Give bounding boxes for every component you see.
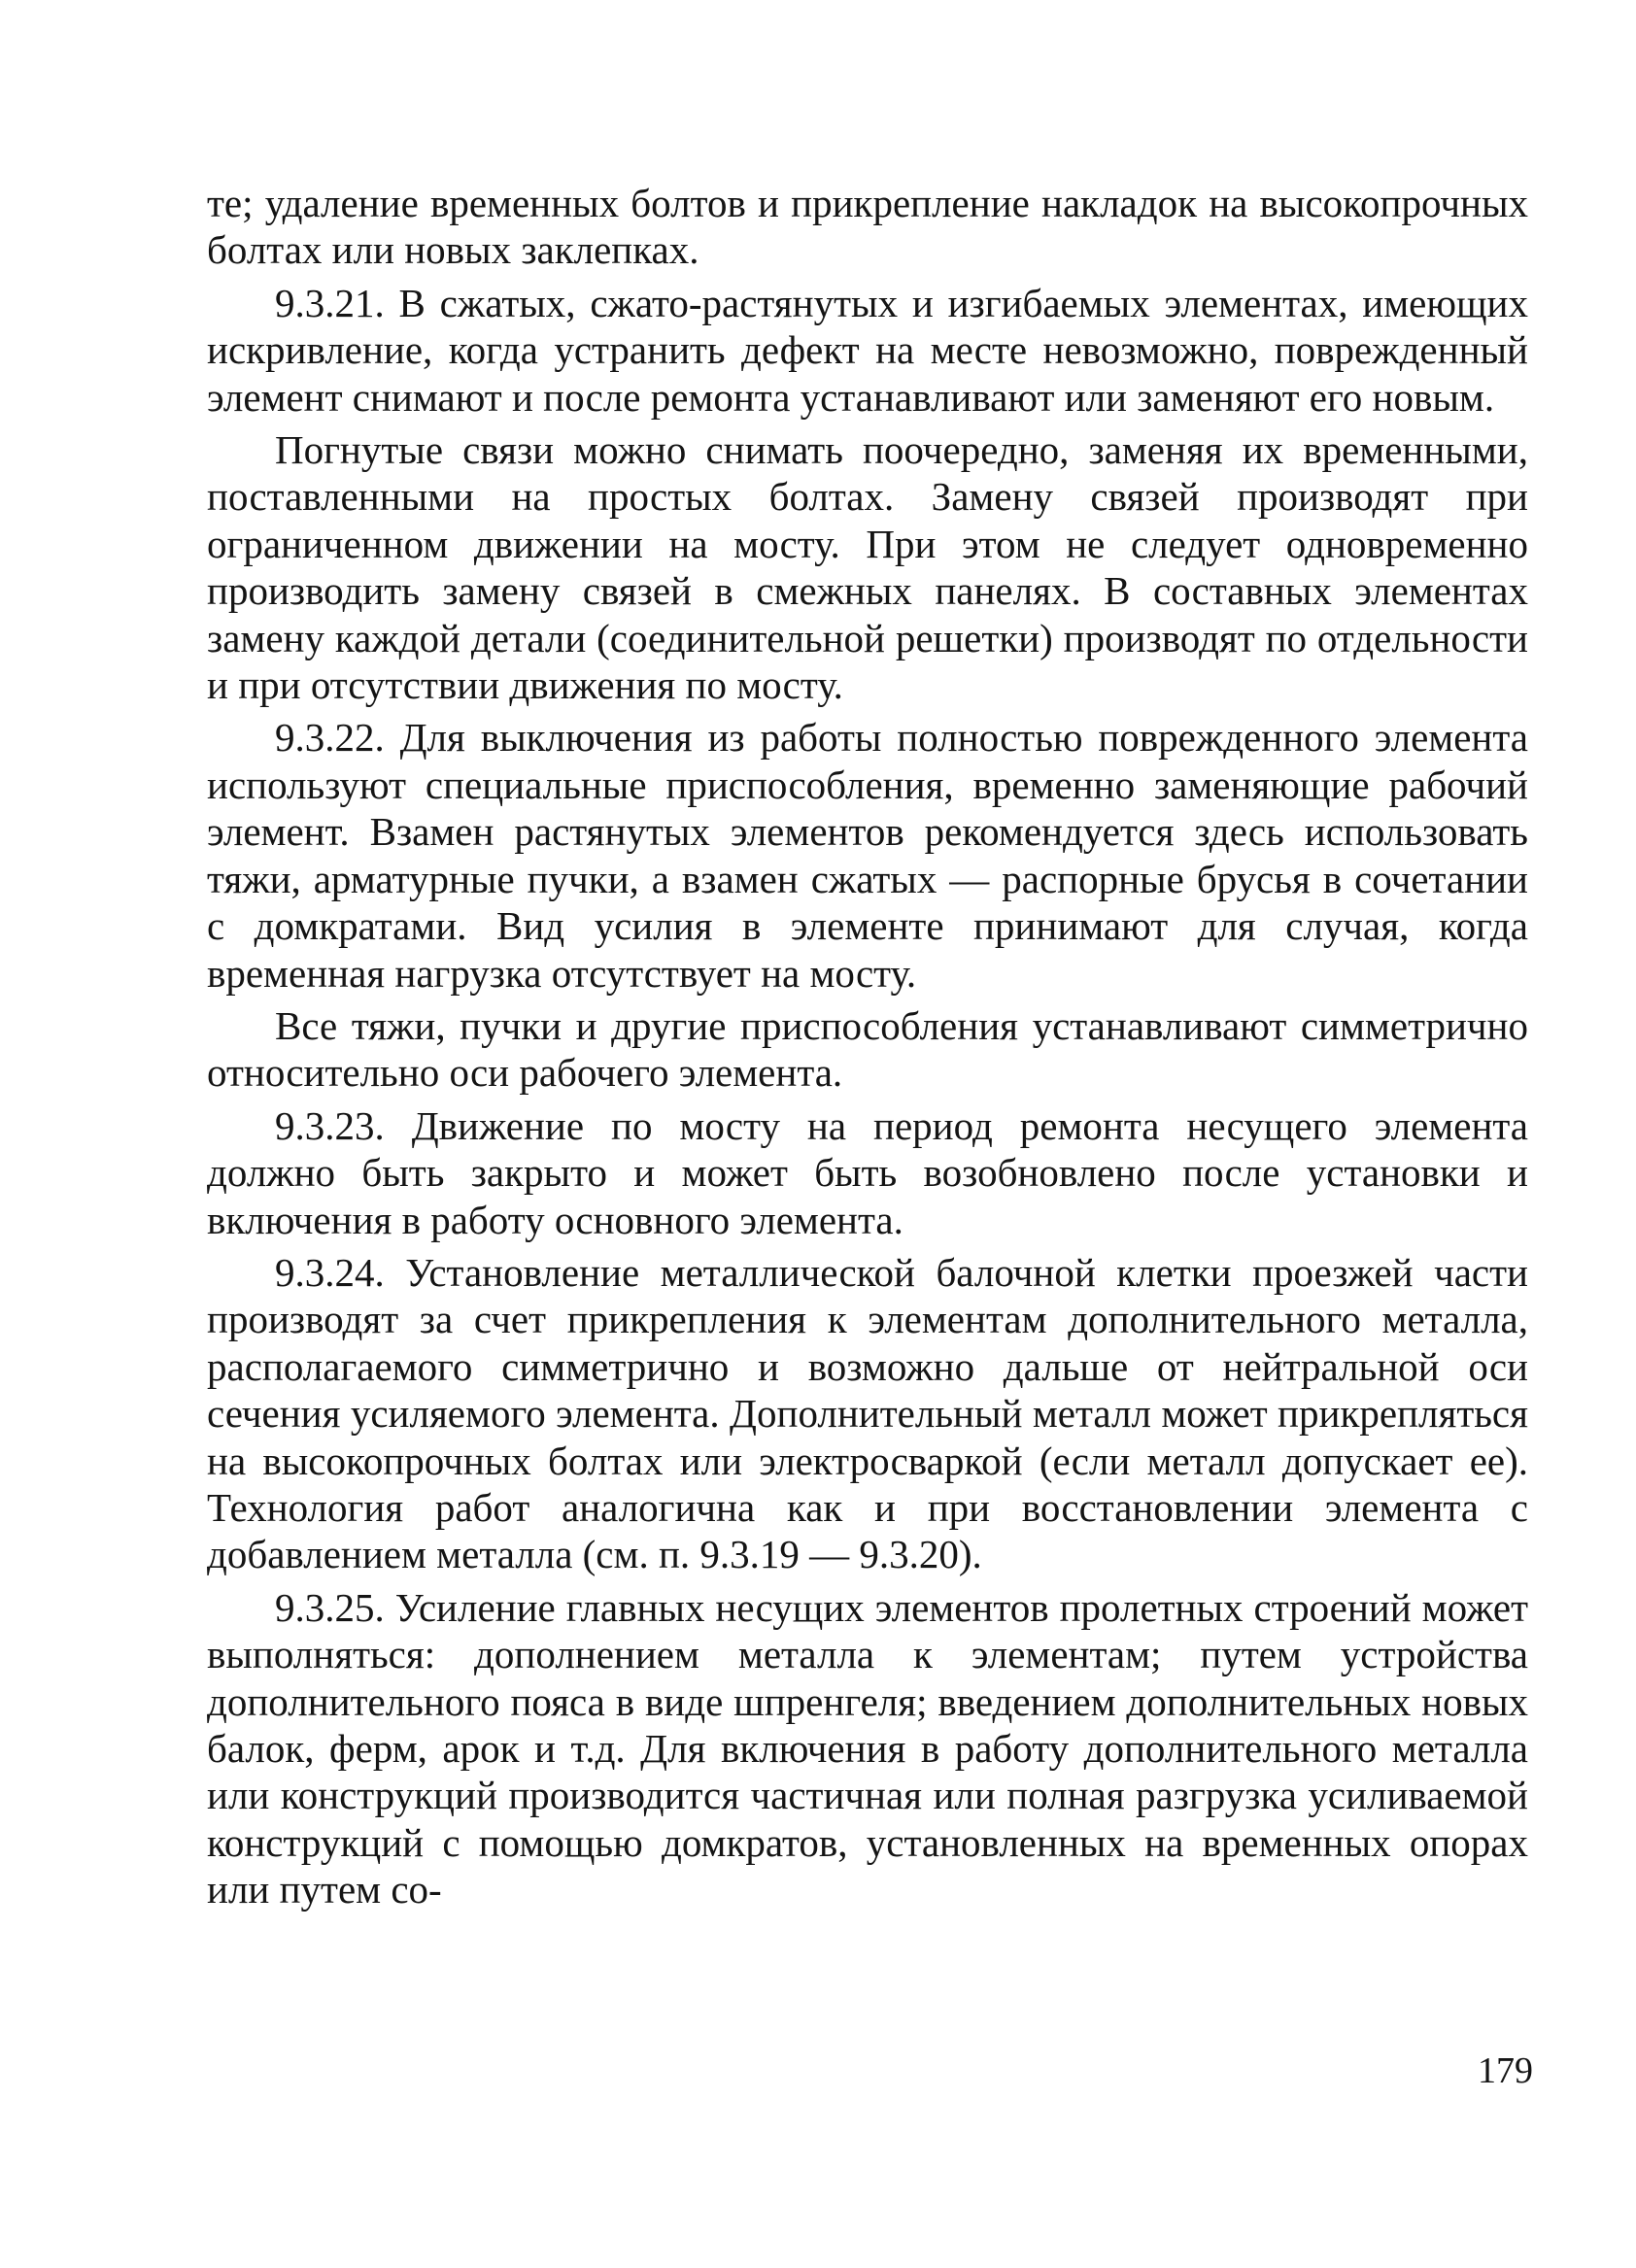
paragraph-9-3-25: 9.3.25. Усиление главных несущих элементов пролетных строений может выполняться: дополнением металла к элементам; путем устройства дополнительного пояса в виде шпренгеля; введением дополнительных новых балок, ферм, арок и т.д. Для включения в работу дополнительного металла или конструкций производится частичная или полная разгрузка усиливаемой конструкций с помощью домкратов, установленных на временных опорах или путем со- (207, 1584, 1528, 1913)
paragraph-continuation: те; удаление временных болтов и прикрепление накладок на высокопрочных болтах или новых заклепках. (207, 181, 1528, 273)
paragraph-symmetric-installation: Все тяжи, пучки и другие приспособления устанавливают симметрично относительно оси рабочего элемента. (207, 1002, 1528, 1096)
paragraph-9-3-23: 9.3.23. Движение по мосту на период ремонта несущего элемента должно быть закрыто и может быть возобновлено после установки и включения в работу основного элемента. (207, 1102, 1528, 1242)
page-number: 179 (1478, 2050, 1533, 2091)
paragraph-9-3-22: 9.3.22. Для выключения из работы полностью поврежденного элемента используют специальные приспособления, временно заменяющие рабочий элемент. Взамен растянутых элементов рекомендуется здесь использовать тяжи, арматурные пучки, а взамен сжатых — распорные брусья в сочетании с домкратами. Вид усилия в элементе принимают для случая, когда временная нагрузка отсутствует на мосту. (207, 715, 1528, 996)
paragraph-9-3-21: 9.3.21. В сжатых, сжато-растянутых и изгибаемых элементах, имеющих искривление, когда устранить дефект на месте невозможно, поврежденный элемент снимают и после ремонта устанавливают или заменяют его новым. (207, 280, 1528, 420)
page-body (207, 180, 1528, 1919)
paragraph-9-3-24: 9.3.24. Установление металлической балочной клетки проезжей части производят за счет прикрепления к элементам дополнительного металла, располагаемого симметрично и возможно дальше от нейтральной оси сечения усиляемого элемента. Дополнительный металл может прикрепляться на высокопрочных болтах или электросваркой (если металл допускает ее). Технология работ аналогична как и при восстановлении элемента с добавлением металла (см. п. 9.3.19 — 9.3.20). (207, 1249, 1528, 1577)
paragraph-bent-bracing: Погнутые связи можно снимать поочередно, заменяя их временными, поставленными на простых болтах. Замену связей производят при ограниченном движении на мосту. При этом не следует одновременно производить замену связей в смежных панелях. В составных элементах замену каждой детали (соединительной решетки) производят по отдельности и при отсутствии движения по мосту. (207, 427, 1528, 708)
